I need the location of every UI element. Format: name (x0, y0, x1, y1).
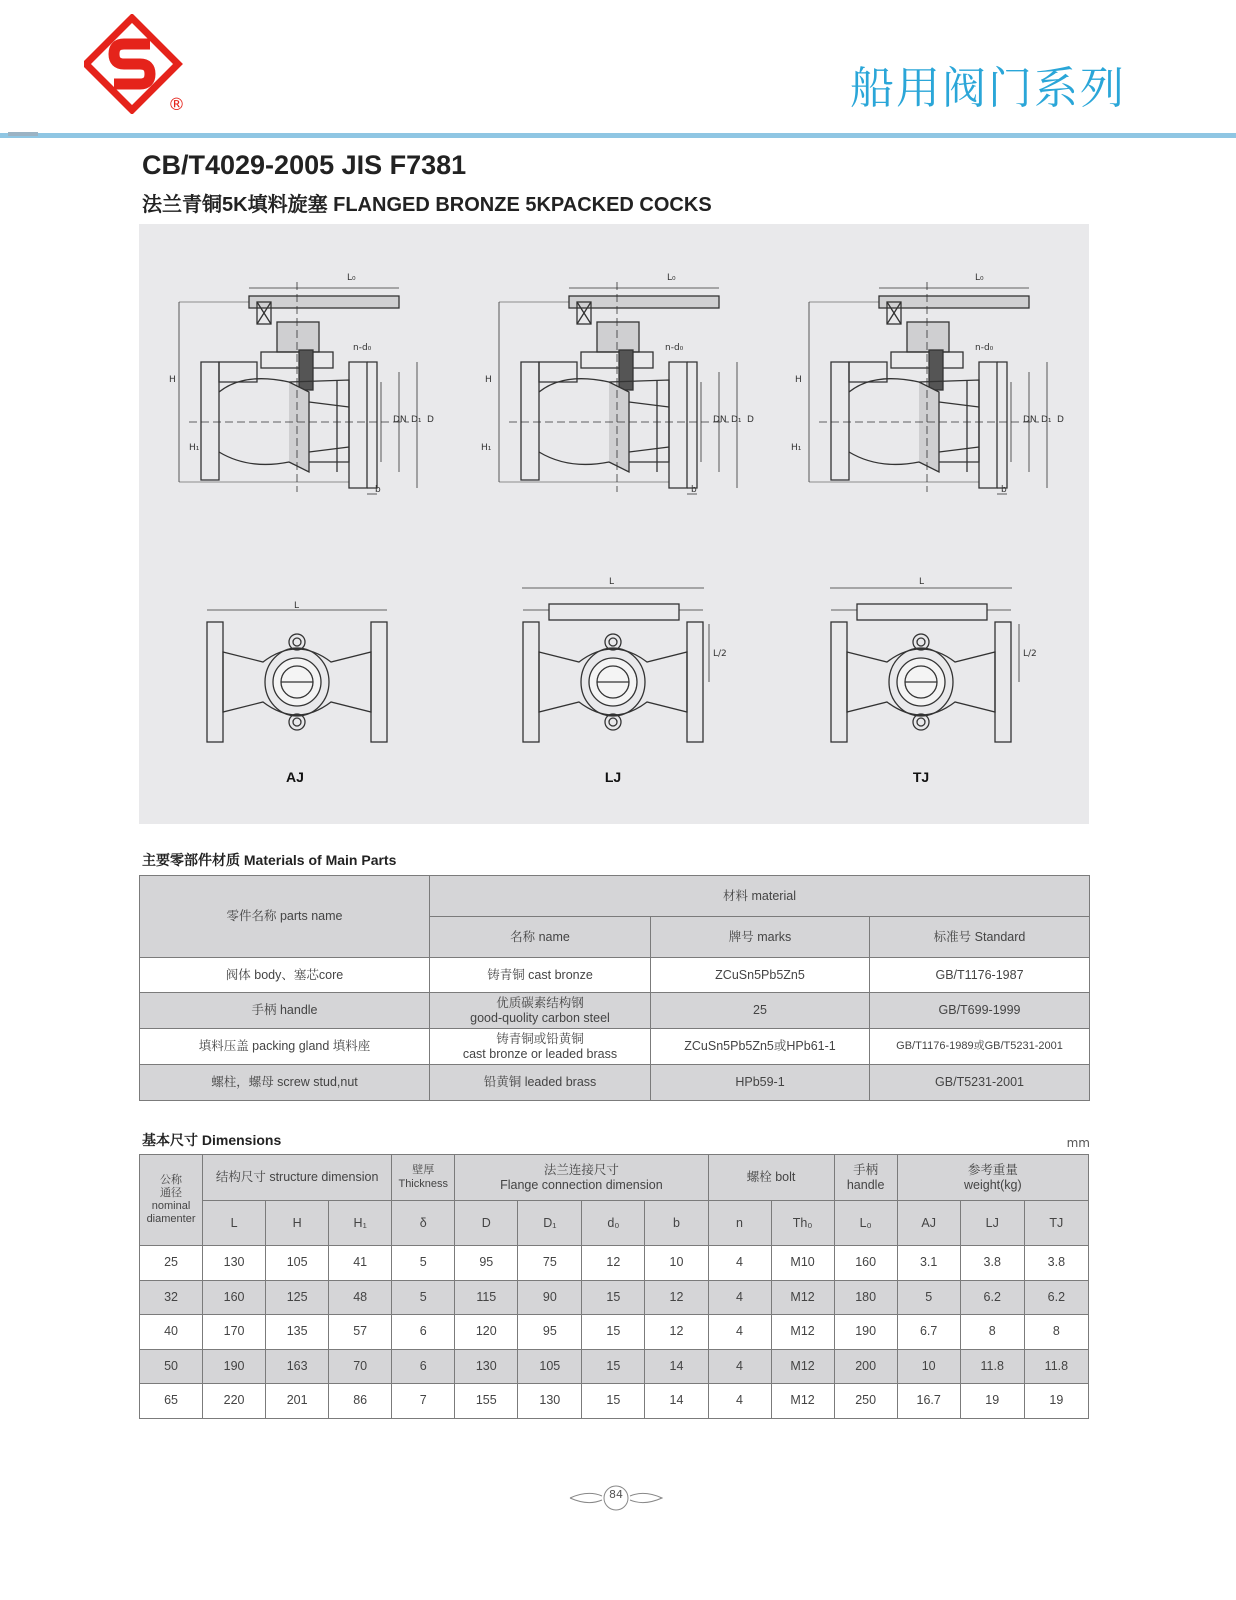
drawing-svg (139, 224, 1089, 824)
table-cell: 130 (203, 1246, 266, 1281)
variant-label-lj: LJ (604, 769, 622, 785)
mat-header-material: 材料 material (430, 876, 1090, 917)
table-cell: 12 (645, 1315, 708, 1350)
tj-handle-plate (857, 604, 987, 620)
dim-header-nominal: 公称 通径 nominal diamenter (140, 1155, 203, 1246)
table-cell: 3.8 (960, 1246, 1024, 1281)
table-row: 手柄 handle 优质碳素结构钢 good-quolity carbon steel 25 GB/T699-1999 (140, 993, 1090, 1029)
table-cell: 130 (518, 1384, 582, 1419)
table-cell: 32 (140, 1280, 203, 1315)
table-cell: 6.2 (1024, 1280, 1088, 1315)
label-L0: L₀ (347, 273, 356, 283)
svg-text:D: D (1057, 415, 1064, 425)
table-row (140, 1384, 1089, 1419)
mat-header-part: 零件名称 parts name (140, 876, 430, 958)
table-cell: M12 (771, 1384, 834, 1419)
table-cell: 6 (392, 1315, 455, 1350)
label-b: b (375, 485, 381, 495)
table-cell: 40 (140, 1315, 203, 1350)
table-cell: 25 (140, 1246, 203, 1281)
svg-text:L: L (294, 601, 300, 611)
svg-text:H: H (795, 375, 802, 385)
table-cell: 5 (392, 1280, 455, 1315)
table-cell: 50 (140, 1349, 203, 1384)
dimensions-table (139, 1154, 1089, 1419)
label-nd0: n-d₀ (353, 343, 372, 353)
label-DN: DN (393, 415, 407, 425)
dim-header-bolt: 螺栓 bolt (708, 1155, 834, 1201)
svg-text:H₁: H₁ (791, 443, 802, 453)
table-cell: 125 (266, 1280, 329, 1315)
table-cell: M12 (771, 1315, 834, 1350)
table-cell: 130 (455, 1349, 518, 1384)
svg-text:n-d₀: n-d₀ (975, 343, 994, 353)
svg-text:b: b (691, 485, 697, 495)
table-cell: 65 (140, 1384, 203, 1419)
dimensions-unit: mm (1066, 1136, 1090, 1150)
table-row (140, 1315, 1089, 1350)
page-number: 84 (609, 1488, 623, 1501)
table-cell: 115 (455, 1280, 518, 1315)
technical-drawing (139, 224, 1089, 824)
table-cell: 8 (1024, 1315, 1088, 1350)
table-cell: 57 (329, 1315, 392, 1350)
table-cell: 105 (518, 1349, 582, 1384)
header-rule (0, 133, 1236, 138)
table-cell: 4 (708, 1280, 771, 1315)
table-cell: 250 (834, 1384, 897, 1419)
table-cell: 15 (582, 1315, 645, 1350)
svg-text:L/2: L/2 (1023, 649, 1037, 659)
table-row (140, 1349, 1089, 1384)
top-view-aj (207, 610, 387, 742)
table-row: 螺柱，螺母 screw stud,nut 铅黄铜 leaded brass HPb59-1 GB/T5231-2001 (140, 1065, 1090, 1101)
svg-text:L/2: L/2 (713, 649, 727, 659)
dim-header-handle: 手柄 handle (834, 1155, 897, 1201)
label-D: D (427, 415, 434, 425)
table-cell: 4 (708, 1384, 771, 1419)
table-cell: 6.2 (960, 1280, 1024, 1315)
svg-text:DN: DN (713, 415, 727, 425)
table-cell: 155 (455, 1384, 518, 1419)
dim-header-weight: 参考重量 weight(kg) (897, 1155, 1088, 1201)
table-cell: 5 (897, 1280, 960, 1315)
svg-text:L: L (609, 577, 615, 587)
series-title: 船用阀门系列 (850, 63, 1126, 114)
table-cell: 7 (392, 1384, 455, 1419)
table-cell: 12 (582, 1246, 645, 1281)
header-rule-accent (8, 132, 38, 136)
table-cell: 120 (455, 1315, 518, 1350)
table-cell: 4 (708, 1246, 771, 1281)
svg-text:DN: DN (1023, 415, 1037, 425)
svg-text:H: H (485, 375, 492, 385)
materials-title: 主要零部件材质 Materials of Main Parts (142, 852, 397, 868)
table-cell: 14 (645, 1384, 708, 1419)
svg-text:b: b (1001, 485, 1007, 495)
table-cell: 90 (518, 1280, 582, 1315)
svg-text:n-d₀: n-d₀ (665, 343, 684, 353)
table-cell: 160 (834, 1246, 897, 1281)
variant-label-tj: TJ (912, 769, 930, 785)
table-row (140, 1280, 1089, 1315)
table-cell: 15 (582, 1280, 645, 1315)
table-cell: 10 (897, 1349, 960, 1384)
mat-header-name: 名称 name (430, 917, 651, 958)
svg-text:L₀: L₀ (975, 273, 984, 283)
svg-text:D: D (747, 415, 754, 425)
table-cell: 163 (266, 1349, 329, 1384)
top-view-lj (523, 610, 703, 742)
table-cell: 70 (329, 1349, 392, 1384)
table-cell: 75 (518, 1246, 582, 1281)
table-row: 阀体 body、塞芯core 铸青铜 cast bronze ZCuSn5Pb5Zn5 GB/T1176-1987 (140, 958, 1090, 993)
svg-text:L: L (919, 577, 925, 587)
lj-handle-plate (549, 604, 679, 620)
table-cell: M10 (771, 1246, 834, 1281)
product-subtitle: 法兰青铜5K填料旋塞 FLANGED BRONZE 5KPACKED COCKS (142, 194, 712, 216)
table-cell: 4 (708, 1349, 771, 1384)
dim-column-headers: L H H₁ δ D D₁ d₀ b n Th₀ L₀ AJ LJ TJ (140, 1201, 1089, 1246)
table-cell: 5 (392, 1246, 455, 1281)
table-cell: 190 (834, 1315, 897, 1350)
dim-header-structure: 结构尺寸 structure dimension (203, 1155, 392, 1201)
dimensions-title: 基本尺寸 Dimensions (142, 1132, 282, 1148)
table-cell: 160 (203, 1280, 266, 1315)
table-cell: 6 (392, 1349, 455, 1384)
table-cell: 19 (960, 1384, 1024, 1419)
table-cell: 201 (266, 1384, 329, 1419)
svg-text:H₁: H₁ (481, 443, 492, 453)
label-H1: H₁ (189, 443, 200, 453)
materials-table (139, 875, 1090, 1101)
table-cell: M12 (771, 1349, 834, 1384)
table-row: 填料压盖 packing gland 填料座 铸青铜或铅黄铜 cast bronze or leaded brass ZCuSn5Pb5Zn5或HPb61-1 GB/T1176-1989或GB/T5231-2001 (140, 1029, 1090, 1065)
svg-text:L₀: L₀ (667, 273, 676, 283)
standard-title: CB/T4029-2005 JIS F7381 (142, 150, 467, 180)
label-D1: D₁ (411, 415, 422, 425)
label-H: H (169, 375, 176, 385)
registered-mark: ® (168, 95, 185, 114)
top-view-tj (831, 610, 1011, 742)
table-row (140, 1246, 1089, 1281)
mat-header-marks: 牌号 marks (651, 917, 870, 958)
dim-header-flange: 法兰连接尺寸 Flange connection dimension (455, 1155, 708, 1201)
table-cell: 105 (266, 1246, 329, 1281)
table-cell: M12 (771, 1280, 834, 1315)
company-logo (84, 14, 188, 114)
table-cell: 15 (582, 1384, 645, 1419)
table-cell: 14 (645, 1349, 708, 1384)
table-cell: 3.8 (1024, 1246, 1088, 1281)
table-cell: 11.8 (1024, 1349, 1088, 1384)
variant-label-aj: AJ (286, 769, 304, 785)
table-cell: 41 (329, 1246, 392, 1281)
table-cell: 3.1 (897, 1246, 960, 1281)
table-cell: 16.7 (897, 1384, 960, 1419)
table-cell: 180 (834, 1280, 897, 1315)
table-cell: 170 (203, 1315, 266, 1350)
svg-text:D₁: D₁ (731, 415, 742, 425)
table-cell: 220 (203, 1384, 266, 1419)
table-cell: 190 (203, 1349, 266, 1384)
table-cell: 8 (960, 1315, 1024, 1350)
table-cell: 6.7 (897, 1315, 960, 1350)
table-cell: 4 (708, 1315, 771, 1350)
table-cell: 95 (518, 1315, 582, 1350)
section-view-tj (809, 282, 1047, 494)
section-view-aj (179, 282, 417, 494)
table-cell: 19 (1024, 1384, 1088, 1419)
section-view-lj (499, 282, 737, 494)
mat-header-standard: 标准号 Standard (870, 917, 1090, 958)
table-cell: 135 (266, 1315, 329, 1350)
svg-text:D₁: D₁ (1041, 415, 1052, 425)
table-cell: 11.8 (960, 1349, 1024, 1384)
table-cell: 15 (582, 1349, 645, 1384)
dim-header-thickness: 壁厚 Thickness (392, 1155, 455, 1201)
table-cell: 48 (329, 1280, 392, 1315)
table-cell: 86 (329, 1384, 392, 1419)
table-cell: 95 (455, 1246, 518, 1281)
table-cell: 10 (645, 1246, 708, 1281)
table-cell: 12 (645, 1280, 708, 1315)
table-cell: 200 (834, 1349, 897, 1384)
